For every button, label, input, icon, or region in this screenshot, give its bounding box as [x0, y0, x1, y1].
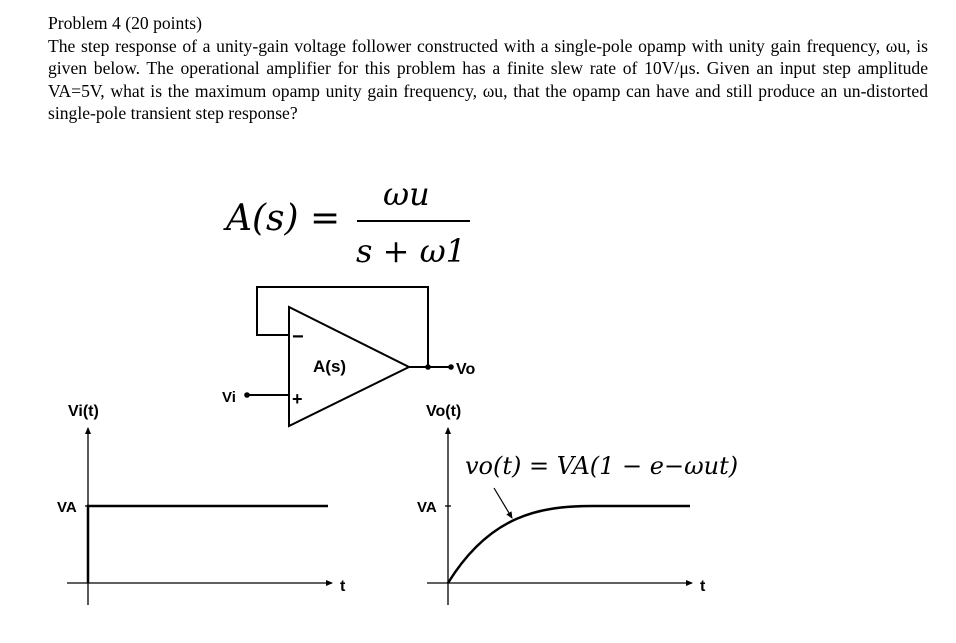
opamp-triangle [289, 307, 409, 426]
problem-title: Problem 4 (20 points) [48, 13, 202, 33]
tf-numerator: ωu [383, 175, 430, 213]
output-response-trace [448, 506, 690, 583]
transfer-function [223, 175, 470, 270]
input-plot-xlabel: t [340, 578, 346, 595]
output-plot [417, 403, 738, 605]
input-plot [57, 403, 346, 605]
opamp-plus: + [292, 389, 303, 409]
equation-pointer [494, 488, 512, 518]
output-junction-dot [425, 364, 431, 370]
output-plot-level-label: VA [417, 499, 437, 516]
output-label: Vo [456, 361, 476, 378]
input-terminal-dot [244, 392, 250, 398]
input-label: Vi [222, 389, 236, 406]
output-equation: vo(t) = VA(1 − e−ωut) [465, 452, 739, 480]
opamp-label: A(s) [313, 357, 347, 376]
opamp-minus: − [292, 326, 304, 348]
input-plot-level-label: VA [57, 499, 77, 516]
tf-denominator: s + ω1 [356, 232, 467, 270]
tf-lhs: A(s) = [226, 198, 341, 239]
output-terminal-dot [448, 364, 454, 370]
output-plot-ylabel: Vo(t) [426, 403, 462, 420]
output-plot-xlabel: t [700, 578, 706, 595]
problem-body: The step response of a unity-gain voltage follower constructed with a single-pole opamp with unity gain frequency, ωu, is given below. The operational amplifier for this problem has a finite slew rate of 10V/μs. Given an input step amplitude VA=5V, what is the maximum opamp unity gain frequency, ωu, that the opamp can have and still produce an un-distorted single-pole transient step response? [48, 35, 928, 124]
input-step-trace [88, 506, 328, 583]
input-plot-ylabel: Vi(t) [68, 403, 99, 420]
